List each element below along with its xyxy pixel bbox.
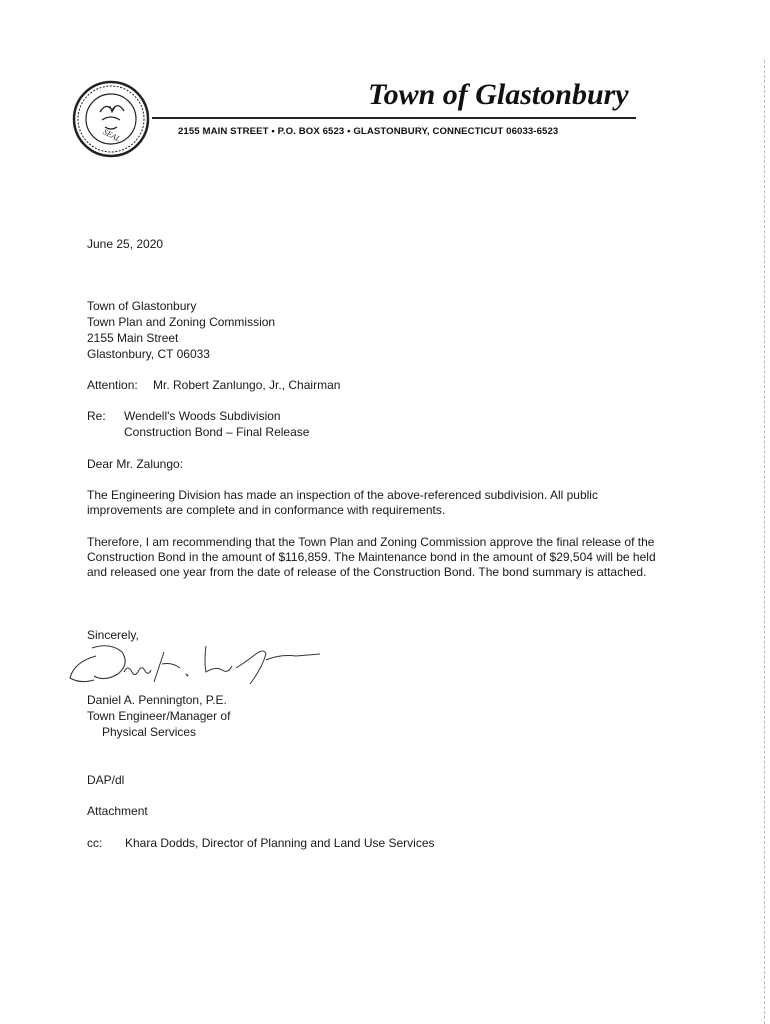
scan-edge-line (764, 60, 765, 1024)
letterhead-address: 2155 MAIN STREET • P.O. BOX 6523 • GLASTONBURY, CONNECTICUT 06033-6523 (178, 126, 559, 137)
typist-initials: DAP/dl (87, 773, 125, 787)
recipient-line-4: Glastonbury, CT 06033 (87, 347, 210, 361)
cc-value: Khara Dodds, Director of Planning and Land Use Services (125, 836, 435, 850)
re-label: Re: (87, 409, 106, 423)
recipient-line-1: Town of Glastonbury (87, 299, 197, 313)
attention-value: Mr. Robert Zanlungo, Jr., Chairman (153, 378, 341, 392)
cc-line (87, 836, 435, 851)
seal-text: SEAL (101, 127, 122, 144)
cc-label: cc: (87, 836, 103, 850)
town-seal-icon (72, 80, 150, 158)
attachment-note: Attachment (87, 804, 148, 818)
attention-line (87, 378, 340, 393)
letter-date: June 25, 2020 (87, 237, 164, 251)
re-subject-2: Construction Bond – Final Release (124, 425, 310, 439)
recipient-line-3: 2155 Main Street (87, 331, 179, 345)
signer-title-2: Physical Services (102, 725, 197, 739)
signer-title-1: Town Engineer/Manager of (87, 709, 231, 723)
salutation: Dear Mr. Zalungo: (87, 457, 184, 471)
body-paragraph-1: The Engineering Division has made an inspection of the above-referenced subdivision. All public improvements are complete and in conformance with requirements. (87, 488, 598, 517)
body-paragraph-2: Therefore, I am recommending that the Town Plan and Zoning Commission approve the final release of the Construction Bond in the amount of $116,859. The Maintenance bond in the amount of $29,504 will be held and released one year from the date of release of the Construction Bond. The bond summary is attached. (87, 535, 656, 579)
letterhead-town-name: Town of Glastonbury (368, 78, 629, 111)
re-line-1 (87, 409, 281, 424)
recipient-line-2: Town Plan and Zoning Commission (87, 315, 276, 329)
re-subject-1: Wendell's Woods Subdivision (124, 409, 281, 423)
closing: Sincerely, (87, 628, 139, 642)
attention-label: Attention: (87, 378, 138, 392)
signer-name: Daniel A. Pennington, P.E. (87, 693, 227, 707)
letterhead-rule (152, 117, 636, 119)
